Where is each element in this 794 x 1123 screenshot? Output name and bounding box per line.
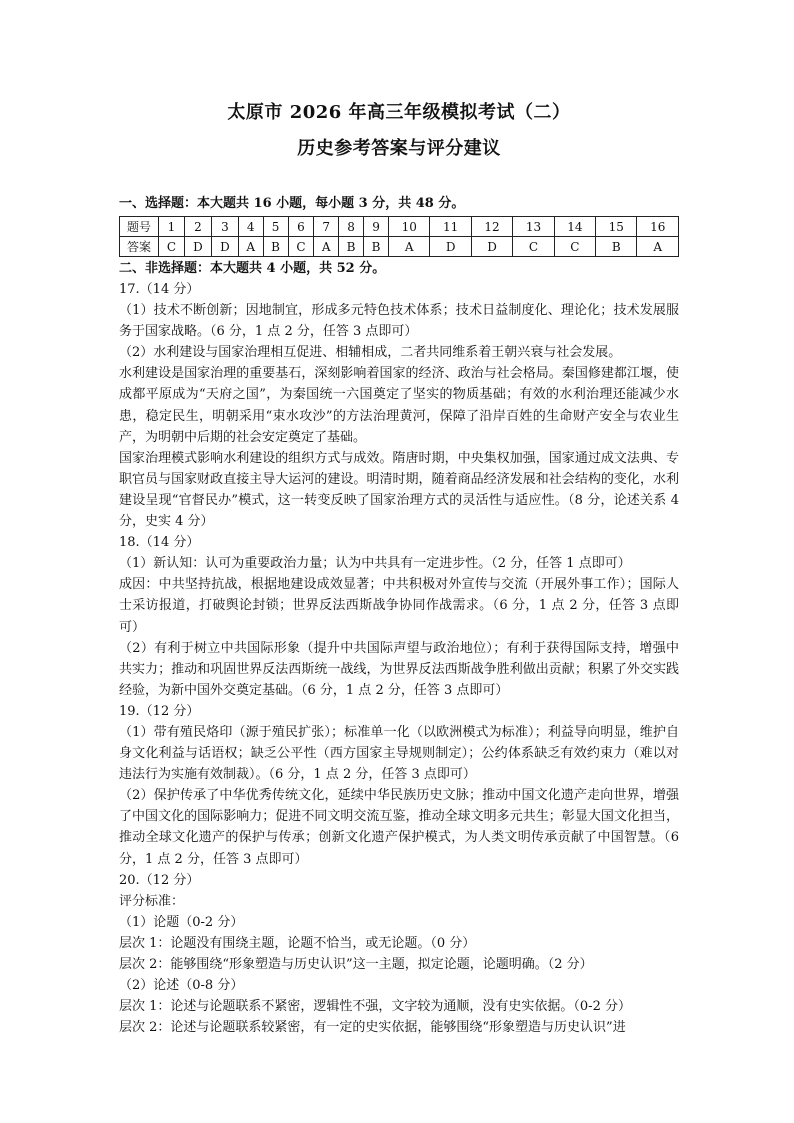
question-heading-19: 19.（12 分）: [119, 703, 200, 719]
answer-paragraph: （2）保护传承了中华优秀传统文化，延续中华民族历史文脉；推动中国文化遗产走向世界，增强了中国文化的国际影响力；促进不同文明交流互鉴，推动全球文明多元共生；彰显大国文化担当，推动全球文化遗产的保护与传承；创新文化遗产保护模式，为人类文明传承贡献了中国智慧。（6 分，1 点 2 分，任答 3 点即可）: [119, 788, 679, 867]
question-number: 4: [238, 217, 263, 237]
answer-cell: A: [314, 237, 339, 257]
question-number: 12: [471, 217, 512, 237]
answer-cell: D: [430, 237, 471, 257]
row-label: 题号: [120, 217, 159, 237]
answer-cell: C: [159, 237, 185, 257]
scoring-level: 层次 2：论述与论题联系较紧密，有一定的史实依据，能够围绕“形象塑造与历史认识”进: [119, 1020, 626, 1036]
question-number: 2: [184, 217, 211, 237]
answer-cell: C: [554, 237, 595, 257]
answer-paragraph: 国家治理模式影响水利建设的组织方式与成效。隋唐时期，中央集权加强，国家通过成文法典、专职官员与国家财政直接主导大运河的建设。明清时期，随着商品经济发展和社会结构的变化，水利建设呈现“官督民办”模式，这一转变反映了国家治理方式的灵活性与适应性。（8 分，论述关系 4 分，史实 4 分）: [119, 450, 679, 530]
document-title: 太原市 2026 年高三年级模拟考试（二）: [227, 102, 571, 123]
question-number: 15: [596, 217, 637, 237]
answer-document: [119, 92, 679, 1038]
question-number: 8: [339, 217, 364, 237]
answer-cell: B: [263, 237, 288, 257]
question-number: 5: [263, 217, 288, 237]
question-number: 9: [364, 217, 389, 237]
question-heading-18: 18.（14 分）: [119, 535, 200, 551]
answer-table: [119, 216, 679, 257]
scoring-item: （2）论述（0-8 分）: [119, 978, 244, 994]
answer-cell: B: [339, 237, 364, 257]
answer-cell: A: [637, 237, 679, 257]
question-number: 16: [637, 217, 679, 237]
answer-paragraph: 水利建设是国家治理的重要基石，深刻影响着国家的经济、政治与社会格局。秦国修建都江堰，使成都平原成为“天府之国”，为秦国统一六国奠定了坚实的物质基础；有效的水利治理还能减少水患，稳定民生，明朝采用“束水攻沙”的方法治理黄河，保障了沿岸百姓的生命财产安全与农业生产，为明朝中后期的社会安定奠定了基础。: [119, 366, 679, 445]
answer-cell: C: [288, 237, 314, 257]
answer-paragraph: （2）有利于树立中共国际形象（提升中共国际声望与政治地位）；有利于获得国际支持，增强中共实力；推动和巩固世界反法西斯统一战线，为世界反法西斯战争胜利做出贡献；积累了外交实践经验，为新中国外交奠定基础。（6 分，1 点 2 分，任答 3 点即可）: [119, 640, 679, 698]
table-row-answers: [120, 237, 679, 257]
question-number: 11: [430, 217, 471, 237]
row-label: 答案: [120, 237, 159, 257]
scoring-level: 层次 1：论题没有围绕主题，论题不恰当，或无论题。（0 分）: [119, 935, 476, 951]
question-number: 3: [211, 217, 238, 237]
document-subtitle: 历史参考答案与评分建议: [297, 138, 501, 159]
answer-paragraph: （2）水利建设与国家治理相互促进、相辅相成，二者共同维系着王朝兴衰与社会发展。: [119, 345, 622, 361]
section-heading-choice: 一、选择题：本大题共 16 小题，每小题 3 分，共 48 分。: [119, 196, 465, 211]
answer-paragraph: （1）带有殖民烙印（源于殖民扩张）；标准单一化（以欧洲模式为标准）；利益导向明显，维护自身文化利益与话语权；缺乏公平性（西方国家主导规则制定）；公约体系缺乏有效约束力（难以对违法行为实施有效制裁）。（6 分，1 点 2 分，任答 3 点即可）: [119, 724, 679, 783]
scoring-level: 层次 2：能够围绕“形象塑造与历史认识”这一主题，拟定论题，论题明确。（2 分）: [119, 957, 593, 972]
question-number: 6: [288, 217, 314, 237]
section-heading-essay: 二、非选择题：本大题共 4 小题，共 52 分。: [119, 261, 386, 276]
answer-cell: C: [513, 237, 554, 257]
question-number: 13: [513, 217, 554, 237]
scoring-label: 评分标准：: [119, 893, 185, 909]
answer-paragraph: 成因：中共坚持抗战，根据地建设成效显著；中共积极对外宣传与交流（开展外事工作）；国际人士采访报道，打破舆论封锁；世界反法西斯战争协同作战需求。（6 分，1 点 2 分，任答 3 点即可）: [119, 577, 679, 635]
question-number: 10: [389, 217, 430, 237]
question-number: 7: [314, 217, 339, 237]
question-number: 1: [159, 217, 185, 237]
answer-cell: D: [184, 237, 211, 257]
question-heading-20: 20.（12 分）: [119, 872, 200, 888]
question-number: 14: [554, 217, 595, 237]
scoring-level: 层次 1：论述与论题联系不紧密，逻辑性不强，文字较为通顺，没有史实依据。（0-2 分）: [119, 999, 631, 1015]
answer-cell: B: [596, 237, 637, 257]
answer-cell: D: [471, 237, 512, 257]
answer-cell: A: [238, 237, 263, 257]
table-row-numbers: [120, 217, 679, 237]
answer-cell: B: [364, 237, 389, 257]
answer-paragraph: （1）技术不断创新；因地制宜，形成多元特色技术体系；技术日益制度化、理论化；技术发展服务于国家战略。（6 分，1 点 2 分，任答 3 点即可）: [119, 303, 679, 340]
scoring-item: （1）论题（0-2 分）: [119, 914, 244, 930]
answer-cell: A: [389, 237, 430, 257]
question-heading-17: 17.（14 分）: [119, 282, 200, 297]
answer-paragraph: （1）新认知：认可为重要政治力量；认为中共具有一定进步性。（2 分，任答 1 点即可）: [119, 556, 631, 572]
answer-cell: D: [211, 237, 238, 257]
